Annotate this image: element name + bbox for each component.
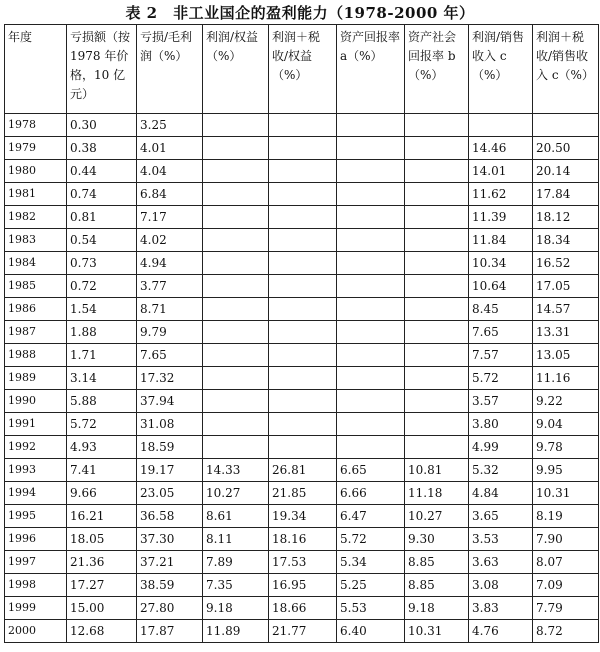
year-cell: 1985 [5,275,67,298]
table-cell: 17.32 [137,367,203,390]
table-cell: 6.84 [137,183,203,206]
table-cell [533,114,599,137]
table-cell: 11.16 [533,367,599,390]
table-cell: 5.34 [337,551,405,574]
year-cell: 1998 [5,574,67,597]
table-cell: 17.84 [533,183,599,206]
table-cell: 13.05 [533,344,599,367]
table-cell: 3.53 [469,528,533,551]
table-cell: 4.93 [67,436,137,459]
table-cell [337,344,405,367]
column-header: 利润＋税收/销售收入 c（%） [533,25,599,114]
year-cell: 1984 [5,252,67,275]
table-cell: 18.34 [533,229,599,252]
table-cell: 20.14 [533,160,599,183]
table-cell: 14.46 [469,137,533,160]
table-cell [405,321,469,344]
table-cell: 18.66 [269,597,337,620]
table-cell: 10.27 [203,482,269,505]
table-cell: 7.35 [203,574,269,597]
table-cell: 8.85 [405,574,469,597]
table-cell: 9.18 [405,597,469,620]
table-cell: 4.76 [469,620,533,643]
table-row [5,574,599,597]
table-cell: 18.16 [269,528,337,551]
column-header: 亏损额（按 1978 年价格，10 亿元） [67,25,137,114]
table-cell: 1.71 [67,344,137,367]
table-cell: 19.17 [137,459,203,482]
table-row [5,597,599,620]
year-cell: 1979 [5,137,67,160]
table-row [5,137,599,160]
year-cell: 1980 [5,160,67,183]
table-row [5,275,599,298]
table-cell [269,206,337,229]
table-cell [203,229,269,252]
table-cell: 38.59 [137,574,203,597]
table-cell: 37.30 [137,528,203,551]
table-cell [337,114,405,137]
table-cell: 9.30 [405,528,469,551]
table-cell [203,275,269,298]
table-cell [269,298,337,321]
table-cell: 17.27 [67,574,137,597]
year-cell: 1996 [5,528,67,551]
year-cell: 1983 [5,229,67,252]
table-cell: 1.54 [67,298,137,321]
table-cell: 7.09 [533,574,599,597]
table-cell [337,229,405,252]
table-cell: 7.65 [137,344,203,367]
table-cell [337,252,405,275]
table-cell: 7.41 [67,459,137,482]
table-cell [203,436,269,459]
table-cell: 3.25 [137,114,203,137]
table-cell [269,344,337,367]
year-cell: 1993 [5,459,67,482]
profitability-table [4,24,599,643]
table-cell: 5.53 [337,597,405,620]
year-cell: 1987 [5,321,67,344]
table-cell [203,413,269,436]
table-cell [405,436,469,459]
table-cell: 13.31 [533,321,599,344]
table-cell: 3.77 [137,275,203,298]
table-cell: 14.33 [203,459,269,482]
table-cell [203,206,269,229]
table-cell: 16.21 [67,505,137,528]
table-cell [337,206,405,229]
table-cell: 0.73 [67,252,137,275]
table-cell [337,275,405,298]
table-cell: 5.88 [67,390,137,413]
table-cell [269,321,337,344]
table-cell [405,183,469,206]
table-cell [405,275,469,298]
year-cell: 1992 [5,436,67,459]
table-cell: 9.79 [137,321,203,344]
table-cell: 6.47 [337,505,405,528]
table-cell [337,321,405,344]
table-cell: 3.80 [469,413,533,436]
table-cell [405,206,469,229]
table-cell [203,252,269,275]
table-row [5,206,599,229]
table-cell: 6.65 [337,459,405,482]
table-cell [203,114,269,137]
table-body [5,114,599,643]
table-cell [269,114,337,137]
table-title: 表 2 非工业国企的盈利能力（1978-2000 年） [125,4,475,22]
table-cell: 7.90 [533,528,599,551]
table-row [5,344,599,367]
table-row [5,551,599,574]
table-cell [337,160,405,183]
table-row [5,413,599,436]
table-cell: 4.02 [137,229,203,252]
table-cell: 9.18 [203,597,269,620]
table-cell: 8.85 [405,551,469,574]
table-cell [203,321,269,344]
table-row [5,505,599,528]
table-cell: 0.30 [67,114,137,137]
table-cell [337,137,405,160]
table-cell [405,298,469,321]
table-cell: 18.59 [137,436,203,459]
year-cell: 1989 [5,367,67,390]
table-cell [269,275,337,298]
table-cell: 8.07 [533,551,599,574]
year-cell: 1997 [5,551,67,574]
table-cell: 0.72 [67,275,137,298]
table-cell: 10.31 [405,620,469,643]
column-header: 利润/销售收入 c（%） [469,25,533,114]
year-cell: 1982 [5,206,67,229]
header-row [5,25,599,114]
year-cell: 1999 [5,597,67,620]
table-row [5,390,599,413]
table-cell [405,160,469,183]
column-header: 年度 [5,25,67,114]
table-cell [269,160,337,183]
table-cell: 36.58 [137,505,203,528]
table-cell [203,390,269,413]
table-cell [203,160,269,183]
table-cell: 8.11 [203,528,269,551]
table-cell [203,344,269,367]
table-row [5,114,599,137]
table-cell: 5.25 [337,574,405,597]
year-cell: 1995 [5,505,67,528]
table-cell: 21.85 [269,482,337,505]
column-header: 资产回报率 a（%） [337,25,405,114]
table-cell: 18.12 [533,206,599,229]
table-cell: 11.84 [469,229,533,252]
table-cell: 9.78 [533,436,599,459]
table-cell [405,344,469,367]
table-cell: 27.80 [137,597,203,620]
table-row [5,183,599,206]
table-cell: 8.71 [137,298,203,321]
table-cell: 9.04 [533,413,599,436]
year-cell: 1991 [5,413,67,436]
table-cell: 4.99 [469,436,533,459]
table-cell: 10.64 [469,275,533,298]
table-cell [269,183,337,206]
table-row [5,298,599,321]
table-cell: 9.95 [533,459,599,482]
table-cell [405,252,469,275]
table-cell: 16.52 [533,252,599,275]
table-cell: 17.05 [533,275,599,298]
table-row [5,482,599,505]
table-cell: 17.87 [137,620,203,643]
column-header: 亏损/毛利润（%） [137,25,203,114]
table-cell: 5.72 [67,413,137,436]
table-row [5,528,599,551]
table-cell: 4.84 [469,482,533,505]
table-cell: 8.72 [533,620,599,643]
table-cell: 31.08 [137,413,203,436]
table-cell [405,367,469,390]
table-cell: 8.61 [203,505,269,528]
table-cell: 0.38 [67,137,137,160]
table-cell: 4.94 [137,252,203,275]
table-cell: 7.79 [533,597,599,620]
table-cell: 10.27 [405,505,469,528]
table-cell: 0.74 [67,183,137,206]
table-cell: 0.81 [67,206,137,229]
table-cell: 5.32 [469,459,533,482]
year-cell: 1988 [5,344,67,367]
table-cell: 9.66 [67,482,137,505]
year-cell: 1986 [5,298,67,321]
table-cell: 8.19 [533,505,599,528]
year-cell: 1990 [5,390,67,413]
table-cell [203,183,269,206]
table-cell [469,114,533,137]
table-cell: 20.50 [533,137,599,160]
table-row [5,160,599,183]
year-cell: 1978 [5,114,67,137]
table-cell [337,436,405,459]
table-row [5,229,599,252]
table-cell: 37.21 [137,551,203,574]
table-cell: 4.04 [137,160,203,183]
year-cell: 2000 [5,620,67,643]
table-cell: 5.72 [337,528,405,551]
table-cell [269,413,337,436]
table-cell [337,390,405,413]
table-cell [203,137,269,160]
table-cell [337,183,405,206]
table-cell: 12.68 [67,620,137,643]
table-cell: 37.94 [137,390,203,413]
year-cell: 1994 [5,482,67,505]
table-cell: 10.31 [533,482,599,505]
table-cell [337,367,405,390]
table-cell [405,413,469,436]
table-cell: 0.54 [67,229,137,252]
table-cell: 3.14 [67,367,137,390]
table-cell: 11.62 [469,183,533,206]
table-cell: 6.40 [337,620,405,643]
table-cell: 18.05 [67,528,137,551]
table-row [5,252,599,275]
table-cell: 14.01 [469,160,533,183]
table-cell: 5.72 [469,367,533,390]
table-cell: 7.17 [137,206,203,229]
table-cell: 3.83 [469,597,533,620]
table-cell [405,390,469,413]
table-cell [203,367,269,390]
table-cell: 19.34 [269,505,337,528]
table-cell [269,137,337,160]
table-cell: 14.57 [533,298,599,321]
table-cell: 17.53 [269,551,337,574]
table-cell: 0.44 [67,160,137,183]
table-cell [203,298,269,321]
table-cell: 26.81 [269,459,337,482]
table-cell: 10.34 [469,252,533,275]
table-cell: 7.89 [203,551,269,574]
table-cell: 15.00 [67,597,137,620]
table-cell: 3.65 [469,505,533,528]
column-header: 利润＋税收/权益（%） [269,25,337,114]
table-cell: 3.57 [469,390,533,413]
table-cell: 8.45 [469,298,533,321]
table-cell: 21.77 [269,620,337,643]
table-cell [337,298,405,321]
table-cell [405,137,469,160]
table-cell: 7.57 [469,344,533,367]
table-cell: 3.08 [469,574,533,597]
table-cell [269,390,337,413]
table-cell [269,252,337,275]
table-row [5,620,599,643]
table-row [5,367,599,390]
table-cell [405,229,469,252]
column-header: 利润/权益（%） [203,25,269,114]
year-cell: 1981 [5,183,67,206]
table-cell: 3.63 [469,551,533,574]
table-cell [405,114,469,137]
table-cell: 9.22 [533,390,599,413]
table-cell: 1.88 [67,321,137,344]
table-cell: 21.36 [67,551,137,574]
table-cell [269,436,337,459]
column-header: 资产社会回报率 b（%） [405,25,469,114]
table-cell [269,229,337,252]
table-cell: 11.39 [469,206,533,229]
table-cell: 11.89 [203,620,269,643]
table-cell: 4.01 [137,137,203,160]
table-cell: 6.66 [337,482,405,505]
table-cell: 10.81 [405,459,469,482]
table-cell: 7.65 [469,321,533,344]
table-cell [269,367,337,390]
table-cell: 16.95 [269,574,337,597]
table-cell: 23.05 [137,482,203,505]
table-row [5,321,599,344]
table-cell [337,413,405,436]
table-row [5,436,599,459]
table-row [5,459,599,482]
table-cell: 11.18 [405,482,469,505]
